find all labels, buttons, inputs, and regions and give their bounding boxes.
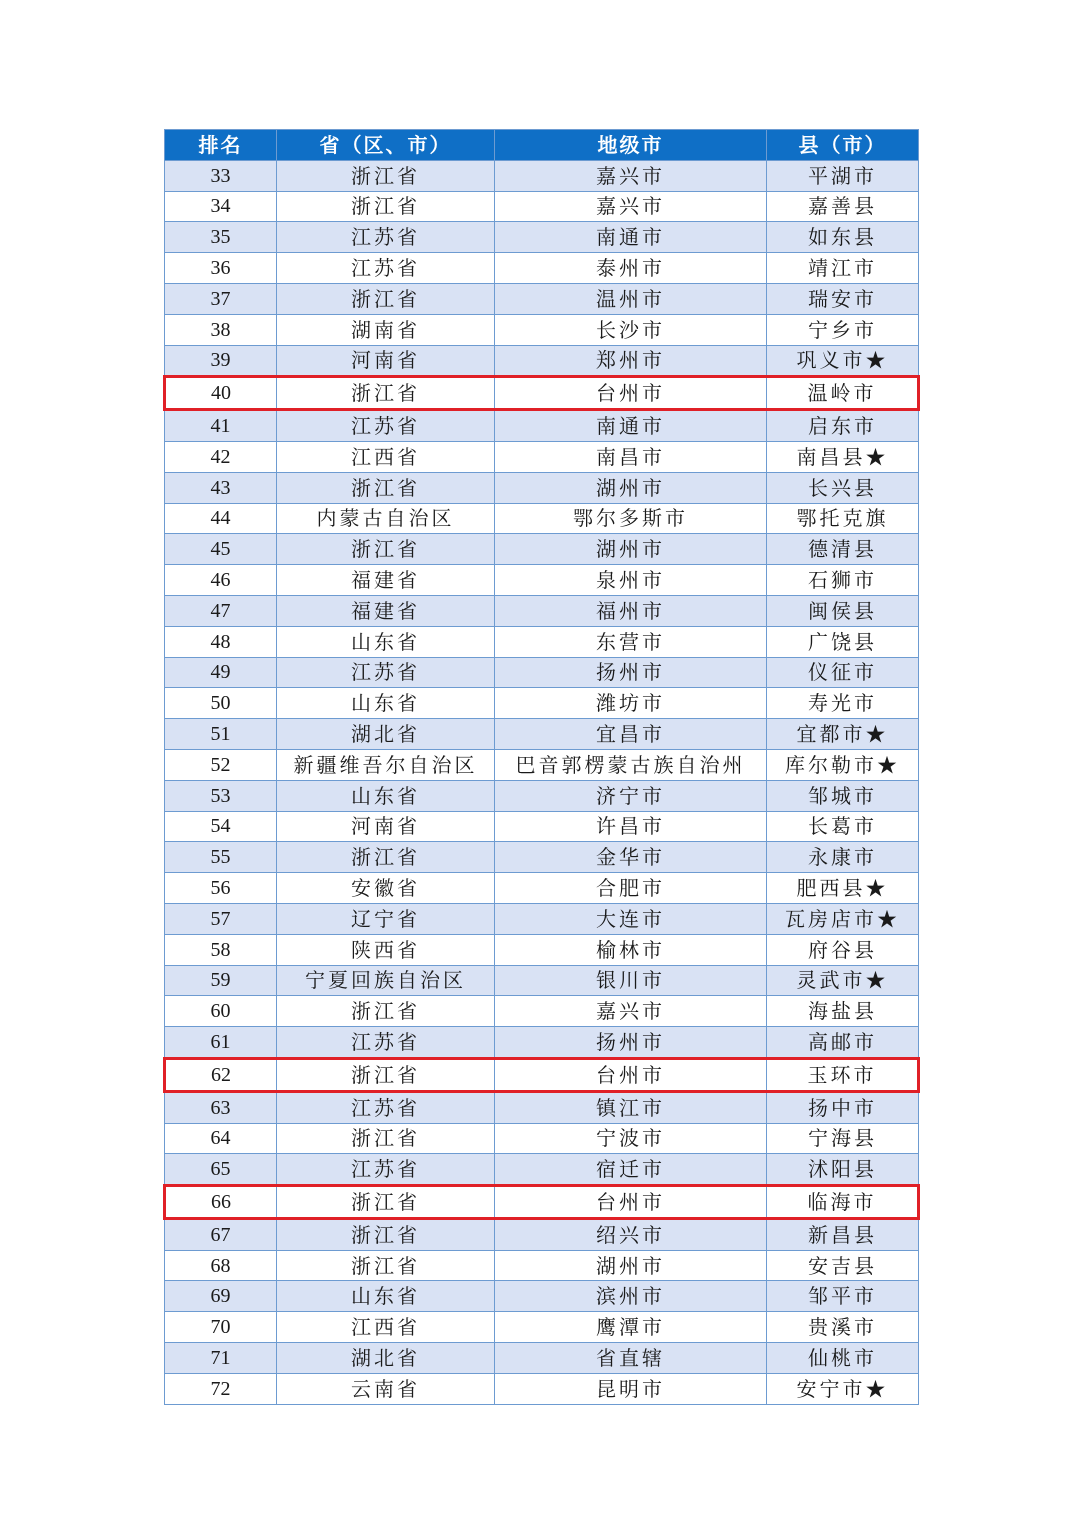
cell-rank: 51	[165, 719, 277, 750]
cell-county: 贵溪市	[767, 1312, 919, 1343]
table-row-highlighted	[165, 1186, 919, 1219]
cell-rank: 42	[165, 441, 277, 472]
table-row	[165, 780, 919, 811]
cell-province: 福建省	[277, 595, 495, 626]
cell-rank: 57	[165, 903, 277, 934]
table-row	[165, 965, 919, 996]
cell-county: 扬中市	[767, 1091, 919, 1123]
cell-city: 扬州市	[495, 657, 767, 688]
cell-province: 江苏省	[277, 222, 495, 253]
cell-province: 浙江省	[277, 472, 495, 503]
header-county: 县（市）	[767, 130, 919, 161]
table-row	[165, 1218, 919, 1250]
cell-city: 昆明市	[495, 1373, 767, 1404]
cell-city: 东营市	[495, 626, 767, 657]
cell-rank: 34	[165, 191, 277, 222]
cell-city: 嘉兴市	[495, 160, 767, 191]
cell-city: 台州市	[495, 1058, 767, 1091]
table-row	[165, 1312, 919, 1343]
table-row	[165, 1343, 919, 1374]
cell-rank: 63	[165, 1091, 277, 1123]
cell-province: 安徽省	[277, 873, 495, 904]
table-row	[165, 1281, 919, 1312]
cell-province: 江西省	[277, 1312, 495, 1343]
cell-county: 邹城市	[767, 780, 919, 811]
table-row	[165, 314, 919, 345]
cell-province: 江苏省	[277, 410, 495, 442]
cell-rank: 54	[165, 811, 277, 842]
cell-city: 福州市	[495, 595, 767, 626]
header-city: 地级市	[495, 130, 767, 161]
table-row	[165, 1250, 919, 1281]
cell-province: 河南省	[277, 345, 495, 377]
cell-city: 南通市	[495, 222, 767, 253]
cell-rank: 47	[165, 595, 277, 626]
cell-rank: 72	[165, 1373, 277, 1404]
cell-rank: 70	[165, 1312, 277, 1343]
cell-city: 滨州市	[495, 1281, 767, 1312]
cell-province: 浙江省	[277, 1058, 495, 1091]
cell-rank: 33	[165, 160, 277, 191]
table-row	[165, 503, 919, 534]
cell-province: 宁夏回族自治区	[277, 965, 495, 996]
cell-rank: 45	[165, 534, 277, 565]
cell-province: 浙江省	[277, 283, 495, 314]
cell-county: 肥西县★	[767, 873, 919, 904]
table-row	[165, 345, 919, 377]
table-row	[165, 191, 919, 222]
cell-rank: 40	[165, 377, 277, 410]
table-row	[165, 1373, 919, 1404]
cell-city: 南通市	[495, 410, 767, 442]
cell-county: 灵武市★	[767, 965, 919, 996]
cell-city: 金华市	[495, 842, 767, 873]
table-row	[165, 222, 919, 253]
cell-city: 湖州市	[495, 534, 767, 565]
table-row	[165, 565, 919, 596]
cell-county: 仙桃市	[767, 1343, 919, 1374]
table-row	[165, 626, 919, 657]
cell-rank: 43	[165, 472, 277, 503]
cell-province: 江苏省	[277, 1027, 495, 1059]
cell-rank: 61	[165, 1027, 277, 1059]
cell-province: 江苏省	[277, 1154, 495, 1186]
cell-rank: 52	[165, 749, 277, 780]
cell-city: 温州市	[495, 283, 767, 314]
cell-city: 泉州市	[495, 565, 767, 596]
cell-province: 陕西省	[277, 934, 495, 965]
cell-county: 德清县	[767, 534, 919, 565]
cell-city: 湖州市	[495, 472, 767, 503]
header-province: 省（区、市）	[277, 130, 495, 161]
cell-rank: 39	[165, 345, 277, 377]
table-row	[165, 441, 919, 472]
cell-province: 江苏省	[277, 1091, 495, 1123]
cell-city: 鹰潭市	[495, 1312, 767, 1343]
cell-county: 宁海县	[767, 1123, 919, 1154]
cell-rank: 48	[165, 626, 277, 657]
table-row-highlighted	[165, 1058, 919, 1091]
cell-county: 新昌县	[767, 1218, 919, 1250]
cell-province: 浙江省	[277, 996, 495, 1027]
cell-rank: 60	[165, 996, 277, 1027]
cell-city: 镇江市	[495, 1091, 767, 1123]
cell-rank: 71	[165, 1343, 277, 1374]
cell-county: 府谷县	[767, 934, 919, 965]
table-row	[165, 410, 919, 442]
cell-city: 宿迁市	[495, 1154, 767, 1186]
table-row	[165, 934, 919, 965]
cell-county: 南昌县★	[767, 441, 919, 472]
table-row	[165, 749, 919, 780]
cell-city: 大连市	[495, 903, 767, 934]
cell-rank: 65	[165, 1154, 277, 1186]
cell-county: 如东县	[767, 222, 919, 253]
cell-city: 鄂尔多斯市	[495, 503, 767, 534]
cell-province: 江苏省	[277, 253, 495, 284]
cell-county: 长兴县	[767, 472, 919, 503]
cell-province: 山东省	[277, 780, 495, 811]
cell-county: 沭阳县	[767, 1154, 919, 1186]
cell-city: 绍兴市	[495, 1218, 767, 1250]
cell-city: 湖州市	[495, 1250, 767, 1281]
table-body	[165, 160, 919, 1404]
cell-province: 江苏省	[277, 657, 495, 688]
cell-province: 福建省	[277, 565, 495, 596]
cell-county: 库尔勒市★	[767, 749, 919, 780]
table-row	[165, 657, 919, 688]
table-header-row	[165, 130, 919, 161]
cell-rank: 55	[165, 842, 277, 873]
cell-county: 靖江市	[767, 253, 919, 284]
cell-county: 寿光市	[767, 688, 919, 719]
cell-city: 潍坊市	[495, 688, 767, 719]
cell-county: 巩义市★	[767, 345, 919, 377]
cell-county: 广饶县	[767, 626, 919, 657]
cell-rank: 69	[165, 1281, 277, 1312]
table-row	[165, 1123, 919, 1154]
cell-rank: 50	[165, 688, 277, 719]
cell-county: 长葛市	[767, 811, 919, 842]
cell-rank: 44	[165, 503, 277, 534]
cell-province: 新疆维吾尔自治区	[277, 749, 495, 780]
cell-county: 玉环市	[767, 1058, 919, 1091]
cell-province: 浙江省	[277, 1123, 495, 1154]
table-row	[165, 472, 919, 503]
ranking-table-container	[163, 129, 917, 1405]
cell-city: 嘉兴市	[495, 191, 767, 222]
cell-county: 温岭市	[767, 377, 919, 410]
cell-city: 银川市	[495, 965, 767, 996]
cell-county: 安宁市★	[767, 1373, 919, 1404]
cell-rank: 62	[165, 1058, 277, 1091]
cell-province: 内蒙古自治区	[277, 503, 495, 534]
cell-county: 高邮市	[767, 1027, 919, 1059]
cell-province: 河南省	[277, 811, 495, 842]
cell-province: 湖北省	[277, 719, 495, 750]
cell-province: 湖北省	[277, 1343, 495, 1374]
cell-province: 浙江省	[277, 1186, 495, 1219]
cell-province: 辽宁省	[277, 903, 495, 934]
cell-province: 浙江省	[277, 160, 495, 191]
table-row	[165, 811, 919, 842]
cell-province: 浙江省	[277, 1218, 495, 1250]
cell-province: 山东省	[277, 688, 495, 719]
table-row	[165, 903, 919, 934]
cell-county: 仪征市	[767, 657, 919, 688]
cell-rank: 67	[165, 1218, 277, 1250]
table-row	[165, 1027, 919, 1059]
cell-city: 省直辖	[495, 1343, 767, 1374]
table-row	[165, 283, 919, 314]
table-row	[165, 1154, 919, 1186]
table-row	[165, 996, 919, 1027]
cell-rank: 66	[165, 1186, 277, 1219]
cell-county: 鄂托克旗	[767, 503, 919, 534]
cell-county: 宜都市★	[767, 719, 919, 750]
cell-rank: 53	[165, 780, 277, 811]
table-row	[165, 842, 919, 873]
table-row	[165, 253, 919, 284]
cell-rank: 37	[165, 283, 277, 314]
cell-province: 湖南省	[277, 314, 495, 345]
cell-rank: 58	[165, 934, 277, 965]
table-row	[165, 595, 919, 626]
cell-county: 瑞安市	[767, 283, 919, 314]
cell-city: 泰州市	[495, 253, 767, 284]
cell-county: 宁乡市	[767, 314, 919, 345]
cell-county: 邹平市	[767, 1281, 919, 1312]
table-row	[165, 873, 919, 904]
table-row	[165, 534, 919, 565]
header-rank: 排名	[165, 130, 277, 161]
cell-province: 浙江省	[277, 842, 495, 873]
cell-rank: 56	[165, 873, 277, 904]
table-row	[165, 719, 919, 750]
table-row	[165, 688, 919, 719]
cell-rank: 46	[165, 565, 277, 596]
cell-province: 山东省	[277, 626, 495, 657]
cell-county: 永康市	[767, 842, 919, 873]
cell-city: 宁波市	[495, 1123, 767, 1154]
cell-county: 安吉县	[767, 1250, 919, 1281]
ranking-table	[163, 129, 920, 1405]
cell-city: 扬州市	[495, 1027, 767, 1059]
cell-county: 海盐县	[767, 996, 919, 1027]
cell-rank: 36	[165, 253, 277, 284]
table-row	[165, 1091, 919, 1123]
cell-county: 嘉善县	[767, 191, 919, 222]
table-row	[165, 160, 919, 191]
cell-province: 江西省	[277, 441, 495, 472]
cell-province: 浙江省	[277, 191, 495, 222]
cell-county: 平湖市	[767, 160, 919, 191]
cell-city: 许昌市	[495, 811, 767, 842]
cell-city: 济宁市	[495, 780, 767, 811]
cell-county: 临海市	[767, 1186, 919, 1219]
cell-rank: 64	[165, 1123, 277, 1154]
cell-province: 浙江省	[277, 377, 495, 410]
cell-rank: 41	[165, 410, 277, 442]
cell-county: 闽侯县	[767, 595, 919, 626]
cell-rank: 49	[165, 657, 277, 688]
cell-city: 巴音郭楞蒙古族自治州	[495, 749, 767, 780]
cell-city: 郑州市	[495, 345, 767, 377]
cell-city: 嘉兴市	[495, 996, 767, 1027]
cell-city: 长沙市	[495, 314, 767, 345]
cell-county: 瓦房店市★	[767, 903, 919, 934]
cell-city: 台州市	[495, 377, 767, 410]
cell-province: 浙江省	[277, 534, 495, 565]
cell-county: 启东市	[767, 410, 919, 442]
cell-province: 浙江省	[277, 1250, 495, 1281]
cell-city: 合肥市	[495, 873, 767, 904]
cell-province: 云南省	[277, 1373, 495, 1404]
cell-rank: 38	[165, 314, 277, 345]
cell-rank: 59	[165, 965, 277, 996]
table-row-highlighted	[165, 377, 919, 410]
cell-county: 石狮市	[767, 565, 919, 596]
cell-city: 台州市	[495, 1186, 767, 1219]
cell-city: 南昌市	[495, 441, 767, 472]
cell-rank: 68	[165, 1250, 277, 1281]
cell-city: 宜昌市	[495, 719, 767, 750]
cell-province: 山东省	[277, 1281, 495, 1312]
cell-rank: 35	[165, 222, 277, 253]
cell-city: 榆林市	[495, 934, 767, 965]
